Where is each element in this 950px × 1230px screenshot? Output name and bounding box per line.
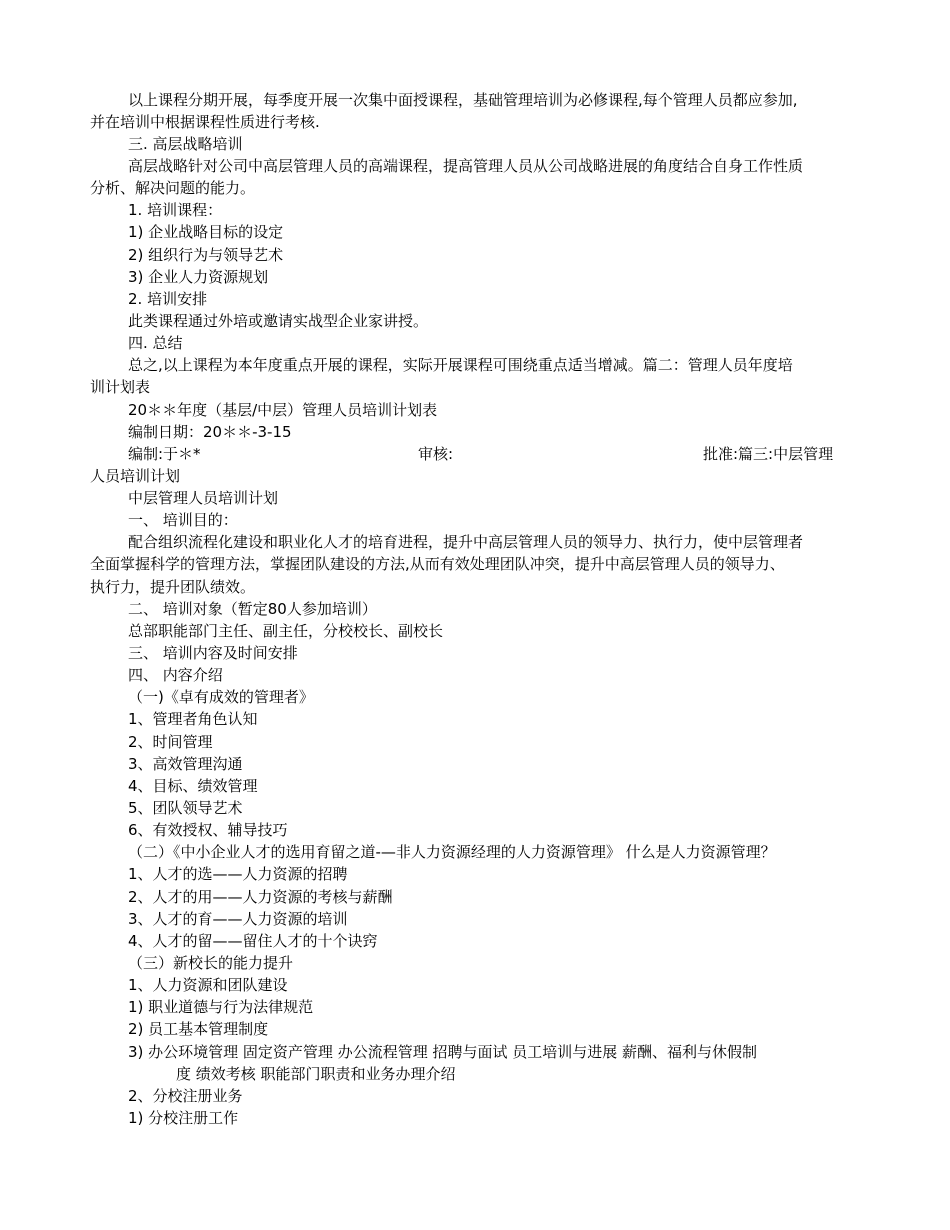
section-heading: 三、 培训内容及时间安排 — [128, 644, 298, 662]
list-item: 1) 企业战略目标的设定 — [128, 223, 284, 241]
list-item: 2) 员工基本管理制度 — [128, 1020, 269, 1038]
compiler-field: 编制:于＊* — [128, 445, 201, 463]
list-item: 1) 职业道德与行为法律规范 — [128, 998, 314, 1016]
list-item: 3) 办公环境管理 固定资产管理 办公流程管理 招聘与面试 员工培训与进展 薪酬、福利与休假制 — [128, 1043, 758, 1061]
section-heading: 四. 总结 — [128, 334, 183, 352]
list-item: 3) 企业人力资源规划 — [128, 268, 269, 286]
document-title: 20＊＊年度（基层/中层）管理人员培训计划表 — [128, 401, 438, 419]
list-item: 2) 组织行为与领导艺术 — [128, 246, 284, 264]
paragraph-line: 训计划表 — [90, 378, 151, 396]
list-item: 2、人才的用——人力资源的考核与薪酬 — [128, 888, 393, 906]
paragraph-line: 此类课程通过外培或邀请实战型企业家讲授。 — [128, 312, 429, 330]
paragraph-line: 分析、解决问题的能力。 — [90, 179, 256, 197]
paragraph-line: 并在培训中根据课程性质进行考核. — [90, 113, 320, 131]
subheading: 2. 培训安排 — [128, 290, 208, 308]
list-item: 1) 分校注册工作 — [128, 1109, 239, 1127]
list-item: 5、团队领导艺术 — [128, 799, 243, 817]
list-item: 4、人才的留——留住人才的十个诀窍 — [128, 932, 378, 950]
approver-field: 批准:篇三:中层管理 — [703, 445, 834, 463]
list-item: 1、人才的选——人力资源的招聘 — [128, 865, 348, 883]
list-item: 2、时间管理 — [128, 733, 213, 751]
subheading: （二）《中小企业人才的选用育留之道-—非人力资源经理的人力资源管理》 什么是人力资源管理？ — [128, 843, 776, 861]
list-item: 1、管理者角色认知 — [128, 710, 258, 728]
list-item: 2、分校注册业务 — [128, 1087, 243, 1105]
paragraph-line: 总部职能部门主任、副主任，分校校长、副校长 — [128, 622, 444, 640]
section-heading: 二、 培训对象（暂定80人参加培训） — [128, 600, 377, 618]
paragraph-line: 执行力，提升团队绩效。 — [90, 578, 256, 596]
section-heading: 一、 培训目的： — [128, 511, 238, 529]
paragraph-line: 高层战略针对公司中高层管理人员的高端课程，提高管理人员从公司战略进展的角度结合自身工作性质 — [128, 157, 804, 175]
list-item: 3、人才的育——人力资源的培训 — [128, 910, 348, 928]
reviewer-field: 审核: — [418, 445, 454, 463]
list-item: 1、人力资源和团队建设 — [128, 976, 288, 994]
paragraph-line: 总之,以上课程为本年度重点开展的课程，实际开展课程可围绕重点适当增减。篇二：管理人员年度培 — [128, 356, 793, 374]
paragraph-line: 全面掌握科学的管理方法，掌握团队建设的方法,从而有效处理团队冲突，提升中高层管理人员的领导力、 — [90, 555, 785, 573]
list-item-continuation: 度 绩效考核 职能部门职责和业务办理介绍 — [176, 1065, 456, 1083]
subheading: （三）新校长的能力提升 — [128, 954, 294, 972]
subheading: （一)《卓有成效的管理者》 — [128, 688, 314, 706]
list-item: 4、目标、绩效管理 — [128, 777, 258, 795]
paragraph-line: 以上课程分期开展，每季度开展一次集中面授课程，基础管理培训为必修课程,每个管理人员都应参加, — [128, 91, 798, 109]
subheading: 1. 培训课程： — [128, 201, 223, 219]
paragraph-line: 人员培训计划 — [90, 467, 181, 485]
list-item: 6、有效授权、辅导技巧 — [128, 821, 288, 839]
document-title: 中层管理人员培训计划 — [128, 489, 279, 507]
signature-row — [0, 443, 950, 465]
list-item: 3、高效管理沟通 — [128, 755, 243, 773]
section-heading: 四、 内容介绍 — [128, 666, 223, 684]
compile-date: 编制日期：20＊＊-3-15 — [128, 423, 292, 441]
section-heading: 三. 高层战略培训 — [128, 135, 243, 153]
paragraph-line: 配合组织流程化建设和职业化人才的培育进程，提升中高层管理人员的领导力、执行力，使中层管理者 — [128, 533, 804, 551]
